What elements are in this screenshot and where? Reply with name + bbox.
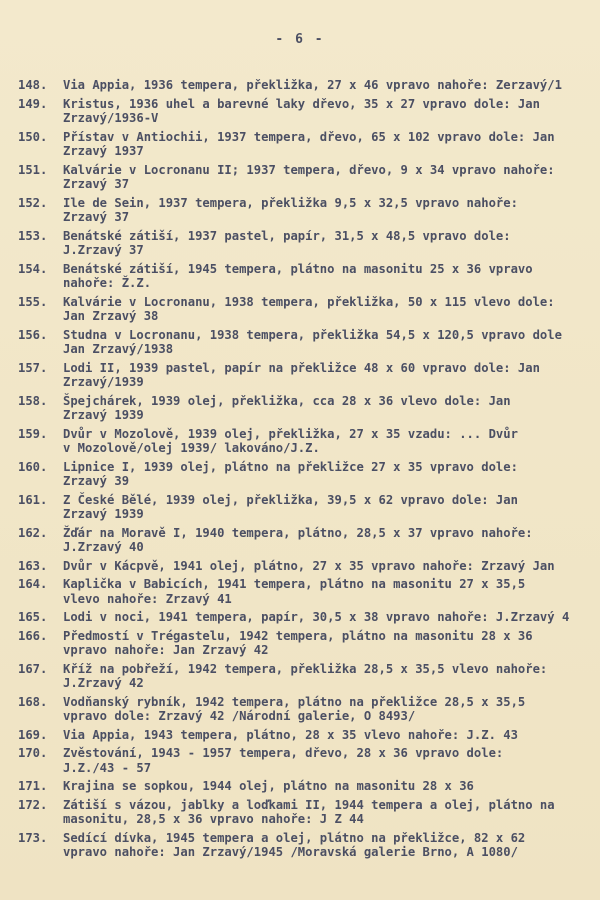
entry-text-line: Jan Zrzavý 38: [63, 309, 159, 323]
entry-text-line: vpravo dole: Zrzavý 42 /Národní galerie, O 8493/: [63, 709, 416, 723]
catalogue-entry: [18, 728, 600, 743]
entry-text-line: Kalvárie v Locronanu, 1938 tempera, překližka, 50 x 115 vlevo dole:: [63, 294, 555, 309]
catalogue-entry: [18, 196, 600, 225]
catalogue-list: [18, 78, 600, 864]
catalogue-entry: [18, 97, 600, 126]
entry-text-line: J.Zrzavý 42: [63, 676, 144, 690]
entry-number: 157.: [18, 360, 48, 375]
entry-number: 169.: [18, 727, 48, 742]
entry-number: 155.: [18, 294, 48, 309]
entry-number: 151.: [18, 162, 48, 177]
entry-text-line: Z České Bělé, 1939 olej, překližka, 39,5 x 62 vpravo dole: Jan: [63, 492, 518, 507]
entry-text-line: nahoře: Ž.Z.: [63, 276, 152, 290]
entry-number: 152.: [18, 195, 48, 210]
entry-text-line: Benátské zátiší, 1937 pastel, papír, 31,5 x 48,5 vpravo dole:: [63, 228, 511, 243]
entry-number: 173.: [18, 830, 48, 845]
entry-text-line: Zrzavý 37: [63, 210, 130, 224]
entry-text-line: Ile de Sein, 1937 tempera, překližka 9,5 x 32,5 vpravo nahoře:: [63, 195, 518, 210]
entry-text-line: Kristus, 1936 uhel a barevné laky dřevo, 35 x 27 vpravo dole: Jan: [63, 96, 540, 111]
entry-text-line: Krajina se sopkou, 1944 olej, plátno na masonitu 28 x 36: [63, 779, 474, 793]
entry-text-line: Zrzavý 1937: [63, 144, 144, 158]
catalogue-entry: [18, 746, 600, 775]
entry-text-line: Sedící dívka, 1945 tempera a olej, plátno na překližce, 82 x 62: [63, 830, 526, 845]
entry-text-line: Benátské zátiší, 1945 tempera, plátno na masonitu 25 x 36 vpravo: [63, 261, 533, 276]
entry-number: 156.: [18, 327, 48, 342]
entry-text-line: J.Zrzavý 40: [63, 540, 144, 554]
catalogue-entry: [18, 229, 600, 258]
entry-number: 164.: [18, 577, 48, 591]
catalogue-entry: [18, 328, 600, 357]
entry-number: 162.: [18, 525, 48, 540]
entry-text-line: vlevo nahoře: Zrzavý 41: [63, 591, 232, 606]
entry-number: 159.: [18, 426, 48, 441]
entry-number: 165.: [18, 610, 48, 624]
catalogue-entry: [18, 629, 600, 658]
catalogue-entry: [18, 662, 600, 691]
entry-text-line: Zátiší s vázou, jablky a loďkami II, 1944 tempera a olej, plátno na: [63, 797, 555, 812]
catalogue-entry: [18, 163, 600, 192]
catalogue-entry: [18, 262, 600, 291]
entry-number: 161.: [18, 492, 48, 507]
entry-text-line: J.Zrzavý 37: [63, 243, 144, 257]
catalogue-entry: [18, 798, 600, 827]
entry-number: 166.: [18, 628, 48, 643]
entry-text-line: v Mozolově/olej 1939/ lakováno/J.Z.: [63, 441, 320, 455]
catalogue-entry: [18, 78, 600, 93]
entry-number: 172.: [18, 797, 48, 812]
entry-text-line: Žďár na Moravě I, 1940 tempera, plátno, 28,5 x 37 vpravo nahoře:: [63, 525, 533, 540]
entry-text-line: Kaplička v Babicích, 1941 tempera, plátno na masonitu 27 x 35,5: [63, 577, 526, 591]
entry-text-line: Zrzavý 37: [63, 177, 130, 191]
entry-text-line: Zrzavý/1939: [63, 375, 144, 389]
entry-text-line: Via Appia, 1943 tempera, plátno, 28 x 35 vlevo nahoře: J.Z. 43: [63, 727, 518, 742]
entry-text-line: Kalvárie v Locronanu II; 1937 tempera, dřevo, 9 x 34 vpravo nahoře:: [63, 162, 555, 177]
entry-text-line: Lodi II, 1939 pastel, papír na překližce 48 x 60 vpravo dole: Jan: [63, 360, 540, 375]
entry-text-line: Lodi v noci, 1941 tempera, papír, 30,5 x 38 vpravo nahoře: J.Zrzavý 4: [63, 610, 570, 624]
catalogue-entry: [18, 427, 600, 456]
catalogue-entry: [18, 295, 600, 324]
entry-number: 148.: [18, 78, 48, 92]
catalogue-entry: [18, 577, 600, 606]
catalogue-entry: [18, 361, 600, 390]
entry-text-line: Zvěstování, 1943 - 1957 tempera, dřevo, 28 x 36 vpravo dole:: [63, 746, 504, 760]
entry-text-line: J.Z./43 - 57: [63, 760, 152, 775]
entry-text-line: Via Appia, 1936 tempera, překližka, 27 x 46 vpravo nahoře: Zerzavý/1: [63, 78, 562, 92]
catalogue-entry: [18, 130, 600, 159]
entry-text-line: Přístav v Antiochii, 1937 tempera, dřevo, 65 x 102 vpravo dole: Jan: [63, 129, 555, 144]
entry-number: 158.: [18, 393, 48, 408]
entry-number: 163.: [18, 558, 48, 573]
entry-text-line: Zrzavý 39: [63, 474, 130, 488]
entry-text-line: Dvůr v Kácpvě, 1941 olej, plátno, 27 x 35 vpravo nahoře: Zrzavý Jan: [63, 558, 555, 573]
entry-text-line: Zrzavý/1936-V: [63, 111, 159, 125]
entry-number: 170.: [18, 746, 48, 760]
catalogue-entry: [18, 831, 600, 860]
entry-number: 150.: [18, 129, 48, 144]
entry-number: 160.: [18, 459, 48, 474]
entry-text-line: Lipnice I, 1939 olej, plátno na překližce 27 x 35 vpravo dole:: [63, 459, 518, 474]
page-number: - 6 -: [275, 32, 325, 47]
catalogue-entry: [18, 526, 600, 555]
entry-text-line: Špejchárek, 1939 olej, překližka, cca 28 x 36 vlevo dole: Jan: [63, 393, 511, 408]
catalogue-entry: [18, 610, 600, 625]
entry-number: 171.: [18, 779, 48, 793]
entry-text-line: Dvůr v Mozolově, 1939 olej, překližka, 27 x 35 vzadu: ... Dvůr: [63, 426, 518, 441]
catalogue-entry: [18, 779, 600, 794]
entry-number: 167.: [18, 661, 48, 676]
entry-text-line: Kříž na pobřeží, 1942 tempera, překližka 28,5 x 35,5 vlevo nahoře:: [63, 661, 548, 676]
entry-number: 168.: [18, 694, 48, 709]
entry-text-line: Studna v Locronanu, 1938 tempera, překližka 54,5 x 120,5 vpravo dole: [63, 327, 562, 342]
entry-number: 153.: [18, 228, 48, 243]
entry-text-line: Zrzavý 1939: [63, 507, 144, 521]
entry-text-line: Předmostí v Trégastelu, 1942 tempera, plátno na masonitu 28 x 36: [63, 628, 533, 643]
entry-number: 154.: [18, 261, 48, 276]
catalogue-entry: [18, 394, 600, 423]
entry-number: 149.: [18, 96, 48, 111]
entry-text-line: vpravo nahoře: Jan Zrzavý/1945 /Moravská galerie Brno, A 1080/: [63, 845, 518, 859]
entry-text-line: Zrzavý 1939: [63, 408, 144, 422]
catalogue-entry: [18, 493, 600, 522]
catalogue-entry: [18, 460, 600, 489]
catalogue-entry: [18, 559, 600, 574]
catalogue-entry: [18, 695, 600, 724]
entry-text-line: vpravo nahoře: Jan Zrzavý 42: [63, 643, 269, 657]
entry-text-line: masonitu, 28,5 x 36 vpravo nahoře: J Z 44: [63, 812, 364, 826]
entry-text-line: Jan Zrzavý/1938: [63, 342, 174, 356]
entry-text-line: Vodňanský rybník, 1942 tempera, plátno na překližce 28,5 x 35,5: [63, 694, 526, 709]
